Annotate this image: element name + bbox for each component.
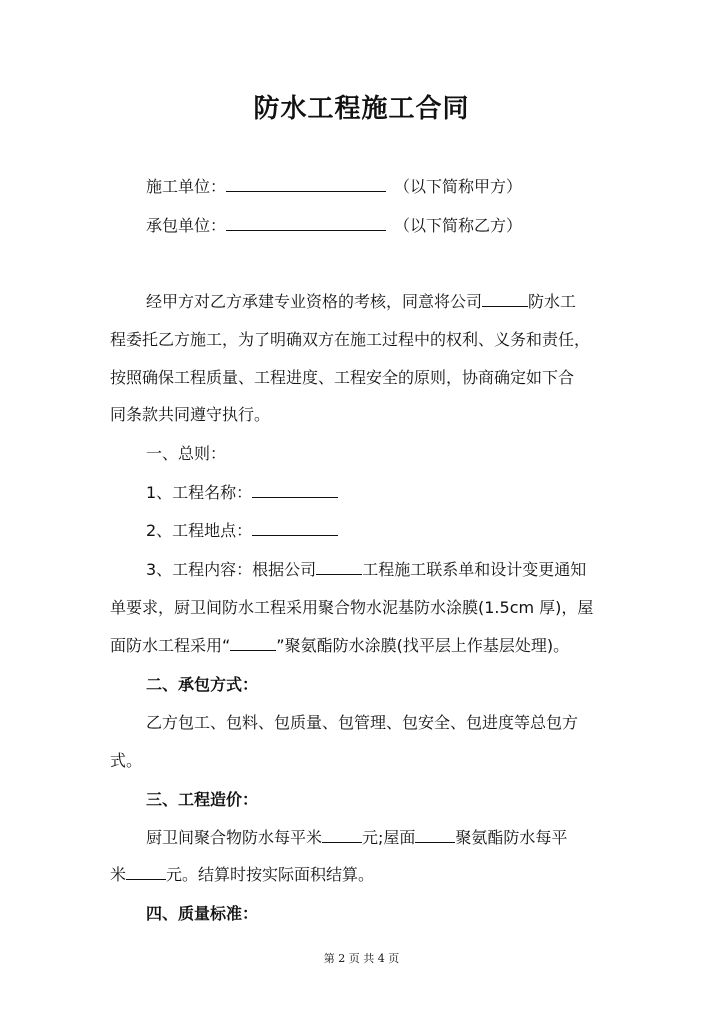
section-3-heading: 三、工程造价：	[146, 790, 259, 809]
party-a-line	[146, 174, 522, 197]
party-a-label: 施工单位：	[146, 177, 227, 196]
document-title: 防水工程施工合同	[253, 94, 470, 124]
project-content-text: 面防水工程采用“	[110, 636, 231, 655]
price-text: 聚氨酯防水每平	[455, 828, 568, 847]
section-3-line-2	[110, 862, 374, 885]
price-text: 元。结算时按实际面积结算。	[166, 865, 375, 884]
project-content-text: 3、工程内容：根据公司	[146, 560, 317, 579]
party-b-label: 承包单位：	[146, 216, 227, 235]
section-2-line-1: 乙方包工、包料、包质量、包管理、包安全、包进度等总包方	[146, 713, 579, 732]
intro-text: 防水工	[528, 292, 577, 311]
section-2-heading: 二、承包方式：	[146, 675, 259, 694]
project-content-text: ”聚氨酯防水涂膜(找平层上作基层处理)。	[276, 636, 570, 655]
page-number: 第 2 页 共 4 页	[323, 952, 400, 965]
intro-line-4: 同条款共同遵守执行。	[110, 405, 271, 424]
price-blank	[322, 828, 362, 843]
party-a-note: （以下简称甲方）	[394, 177, 523, 196]
party-b-blank	[226, 216, 386, 231]
project-content-text: 工程施工联系单和设计变更通知	[362, 560, 587, 579]
project-content-line-1	[146, 557, 586, 580]
section-3-line-1	[146, 825, 567, 848]
price-text: 米	[110, 865, 127, 884]
price-text: 厨卫间聚合物防水每平米	[146, 828, 323, 847]
project-name-line	[146, 480, 338, 503]
section-2-line-2: 式。	[110, 751, 143, 770]
company-blank	[316, 560, 362, 575]
material-blank	[230, 636, 276, 651]
project-name-label: 1、工程名称：	[146, 483, 253, 502]
party-b-line	[146, 213, 522, 236]
roof-price-blank	[126, 865, 166, 880]
intro-line-2: 程委托乙方施工，为了明确双方在施工过程中的权利、义务和责任，	[110, 330, 591, 349]
intro-line-1	[146, 289, 576, 312]
roof-material-blank	[415, 828, 455, 843]
section-1-heading: 一、总则：	[146, 444, 227, 463]
company-blank	[482, 292, 528, 307]
project-location-line	[146, 518, 338, 541]
party-a-blank	[226, 177, 386, 192]
project-location-label: 2、工程地点：	[146, 521, 253, 540]
project-content-line-2: 单要求，厨卫间防水工程采用聚合物水泥基防水涂膜(1.5cm 厚)，屋	[110, 598, 594, 617]
project-name-blank	[252, 483, 338, 498]
section-4-heading: 四、质量标准：	[146, 904, 259, 923]
project-content-line-3	[110, 633, 569, 656]
intro-text: 经甲方对乙方承建专业资格的考核，同意将公司	[146, 292, 483, 311]
project-location-blank	[252, 521, 338, 536]
price-text: 元;屋面	[362, 828, 416, 847]
party-b-note: （以下简称乙方）	[394, 216, 523, 235]
intro-line-3: 按照确保工程质量、工程进度、工程安全的原则，协商确定如下合	[110, 368, 575, 387]
